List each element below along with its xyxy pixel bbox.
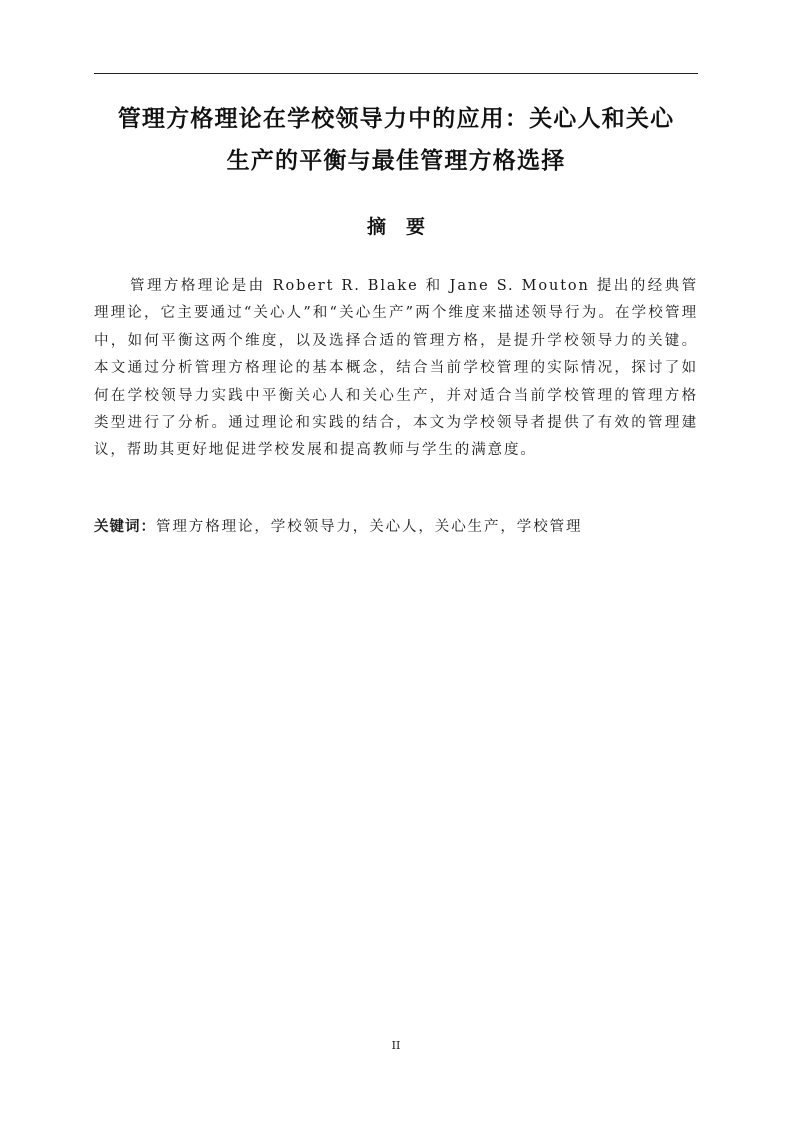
document-title [94,98,698,182]
keywords-line [94,514,698,541]
keywords-label: 关键词： [94,519,156,535]
header-rule [94,73,698,74]
keywords-text: 管理方格理论，学校领导力，关心人，关心生产，学校管理 [156,519,583,535]
page-number: II [391,1039,401,1052]
title-line-1: 管理方格理论在学校领导力中的应用：关心人和关心 [117,106,675,132]
abstract-heading: 摘要 [366,216,445,238]
abstract-body: 管理方格理论是由 Robert R. Blake 和 Jane S. Mouton 提出的经典管理理论，它主要通过“关心人”和“关心生产”两个维度来描述领导行为。在学校管理中，如何平衡这两个维度，以及选择合适的管理方格，是提升学校领导力的关键。本文通过分析管理方格理论的基本概念，结合当前学校管理的实际情况，探讨了如何在学校领导力实践中平衡关心人和关心生产，并对适合当前学校管理的管理方格类型进行了分析。通过理论和实践的结合，本文为学校领导者提供了有效的管理建议，帮助其更好地促进学校发展和提高教师与学生的满意度。 [94,278,698,459]
title-line-2: 生产的平衡与最佳管理方格选择 [226,148,566,174]
